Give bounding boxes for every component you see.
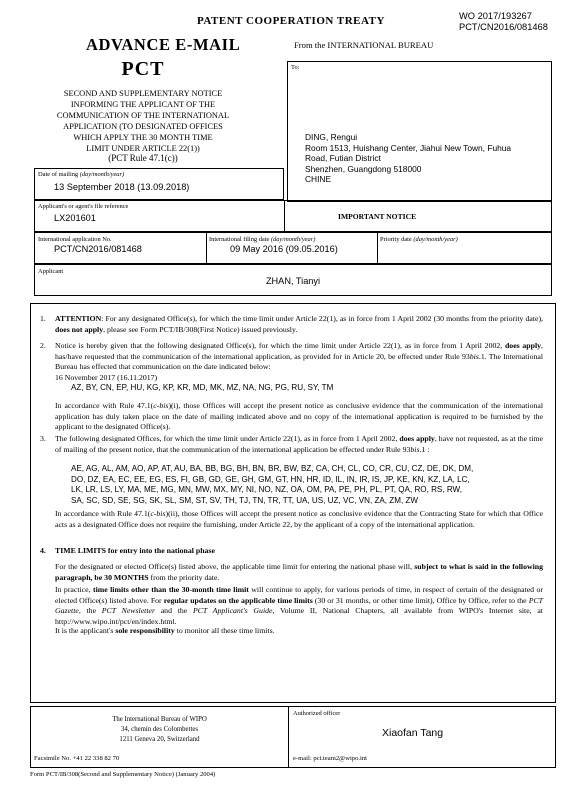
applicant-value: ZHAN, Tianyi <box>265 276 321 286</box>
notice-title-line: WHICH APPLY THE 30 MONTH TIME <box>73 133 213 142</box>
application-details-row <box>34 232 552 264</box>
paragraph-30-months: For the designated or elected Office(s) listed above, the applicable time limit for entering the national phase will, subject to what is said in the following paragraph, be 30 MONTHS from the priority date. <box>55 562 543 582</box>
item-number: 4. <box>40 546 46 555</box>
applicant-box <box>34 264 552 296</box>
item-number: 1. <box>40 314 46 323</box>
footer-box <box>30 706 556 768</box>
applicant-label: Applicant <box>38 268 64 275</box>
form-identifier: Form PCT/IB/308(Second and Supplementary Notice) (January 2004) <box>30 771 216 778</box>
pct-heading: PCT <box>121 58 165 80</box>
address-line: Room 1513, Huishang Center, Jiahui New Town, Fuhua <box>305 142 512 153</box>
from-ib-label: From the INTERNATIONAL BUREAU <box>294 40 434 50</box>
file-reference-row <box>34 200 552 232</box>
notice-title-line: INFORMING THE APPLICANT OF THE <box>70 100 216 109</box>
treaty-heading: PATENT COOPERATION TREATY <box>197 15 385 27</box>
office-code-line: SA, SC, SD, SE, SG, SK, SL, SM, ST, SV, TH, TJ, TN, TR, TT, UA, US, UZ, VC, VN, ZA, ZM, ZW <box>71 495 419 505</box>
intl-filing-date-value: 09 May 2016 (09.05.2016) <box>230 244 338 254</box>
authorized-officer-name: Xiaofan Tang <box>382 727 444 739</box>
office-code-line: AE, AG, AL, AM, AO, AP, AT, AU, BA, BB, BG, BH, BN, BR, BW, BZ, CA, CH, CL, CO, CR, CU, CZ, DE, DK, DM, <box>71 464 474 473</box>
ib-address-line: The International Bureau of WIPO <box>112 716 207 723</box>
file-reference-value: LX201601 <box>54 213 96 223</box>
important-notice-label: IMPORTANT NOTICE <box>338 212 417 221</box>
rule-reference: (PCT Rule 47.1(c)) <box>108 153 178 163</box>
paragraph-attention: ATTENTION: For any designated Office(s), for which the time limit under Article 22(1), as in force from 1 April 2002 (30 months from the priority date), does not apply, please see Form PCT/IB/308(First Notice) issued previously. <box>55 314 543 334</box>
wo-number: WO 2017/193267 <box>459 11 532 21</box>
item-number: 2. <box>40 341 46 350</box>
file-reference-label: Applicant's or agent's file reference <box>38 203 129 210</box>
notice-title-line: APPLICATION (TO DESIGNATED OFFICES <box>63 122 223 131</box>
notice-title-line: LIMIT UNDER ARTICLE 22(1)) <box>86 144 200 153</box>
priority-date-label: Priority date (day/month/year) <box>380 236 458 243</box>
intl-application-label: International application No. <box>38 236 112 243</box>
notice-body <box>30 303 556 703</box>
date-of-mailing-label: Date of mailing (day/month/year) <box>38 171 125 178</box>
office-code-line: DO, DZ, EA, EC, EE, EG, ES, FI, GB, GD, GE, GH, GM, GT, HN, HR, ID, IL, IN, IR, IS, JP, KE, KN, KZ, LA, LC, <box>71 474 470 484</box>
contact-email: e-mail: pct.team2@wipo.int <box>293 755 368 762</box>
notice-title-line: SECOND AND SUPPLEMENTARY NOTICE <box>63 89 223 98</box>
address-line: DING, Rengui <box>305 132 358 142</box>
intl-filing-date-label: International filing date (day/month/year) <box>209 236 316 243</box>
paragraph-rule-47-ii: In accordance with Rule 47.1(c-bis)(ii), those Offices will accept the present notice as conclusive evidence that the Contracting State for which that Office acts as a designated Office does not require the furnishing, under Article 22, by the applicant of a copy of the international application. <box>55 509 543 529</box>
address-line: Shenzhen, Guangdong 518000 <box>305 163 422 174</box>
ib-address-line: 1211 Geneva 20, Switzerland <box>119 736 200 743</box>
office-code-line: LK, LR, LS, LY, MA, ME, MG, MN, MW, MX, MY, NI, NO, NZ, OA, OM, PA, PE, PH, PL, PT, QA, RO, RS, RW, <box>71 485 462 494</box>
paragraph-rule-47-i: In accordance with Rule 47.1(c-bis)(i), those Offices will accept the present notice as conclusive evidence that the communication of the international application has duly taken place on the date of mailing indicated above and no copy of the international application is required to be furnished by the applicant to the designated Office(s). <box>55 401 543 431</box>
address-line: CHINE <box>305 174 332 184</box>
paragraph-sole-responsibility: It is the applicant's sole responsibility to monitor all these time limits. <box>55 626 275 635</box>
addressee-box <box>287 61 552 202</box>
ib-address <box>31 715 288 745</box>
address-line: Road, Futian District <box>305 153 381 163</box>
advance-email-heading: ADVANCE E-MAIL <box>86 35 241 54</box>
paragraph-not-requested-offices: The following designated Offices, for which the time limit under Article 22(1), as in force from 1 April 2002, does apply, have not requested, as at the time of mailing of the present notice, that the communication of the international application be effected under Rule 93bis.1 : <box>55 434 543 454</box>
addressee-address <box>305 132 511 185</box>
notice-title <box>55 88 231 154</box>
paragraph-requested-offices: Notice is hereby given that the following designated Office(s), for which the time limit under Article 22(1), as in force from 1 April 2002, does apply, has/have requested that the communication of the international application, as provided for in Article 20, be effected under Rule 93bis.1. The International Bureau has effected that communication on the date indicated below: 16 November 2017 (16.11.2017) <box>55 341 544 382</box>
publication-number-block <box>459 11 548 33</box>
to-label: To: <box>291 64 300 71</box>
time-limits-heading: TIME LIMITS for entry into the national phase <box>55 546 215 555</box>
requested-office-codes: AZ, BY, CN, EP, HU, KG, KP, KR, MD, MK, MZ, NA, NG, PG, RU, SY, TM <box>71 383 334 392</box>
notice-title-line: COMMUNICATION OF THE INTERNATIONAL <box>56 111 230 120</box>
pct-number: PCT/CN2016/081468 <box>459 22 548 32</box>
facsimile-number: Facsimile No. +41 22 338 82 70 <box>34 755 120 762</box>
item-number: 3. <box>40 434 46 443</box>
intl-application-value: PCT/CN2016/081468 <box>54 244 142 254</box>
paragraph-other-time-limits: In practice, time limits other than the 30-month time limit will continue to apply, for various periods of time, in respect of certain of the designated or elected Office(s) listed above. For regular updates on the applicable time limits (30 or 31 months, or other time limit), Office by Office, refer to the PCT Gazette, the PCT Newsletter and the PCT Applicant's Guide, Volume II, National Chapters, all available from WIPO's Internet site, at http://www.wipo.int/pct/en/index.html. <box>55 585 543 626</box>
communication-date: 16 November 2017 (16.11.2017) <box>55 372 158 382</box>
authorized-officer-label: Authorized officer <box>293 710 341 717</box>
not-requested-office-codes <box>71 464 547 506</box>
date-of-mailing-value: 13 September 2018 (13.09.2018) <box>54 182 190 192</box>
ib-address-line: 34, chemin des Colombettes <box>120 726 199 733</box>
date-of-mailing-box <box>34 168 284 200</box>
